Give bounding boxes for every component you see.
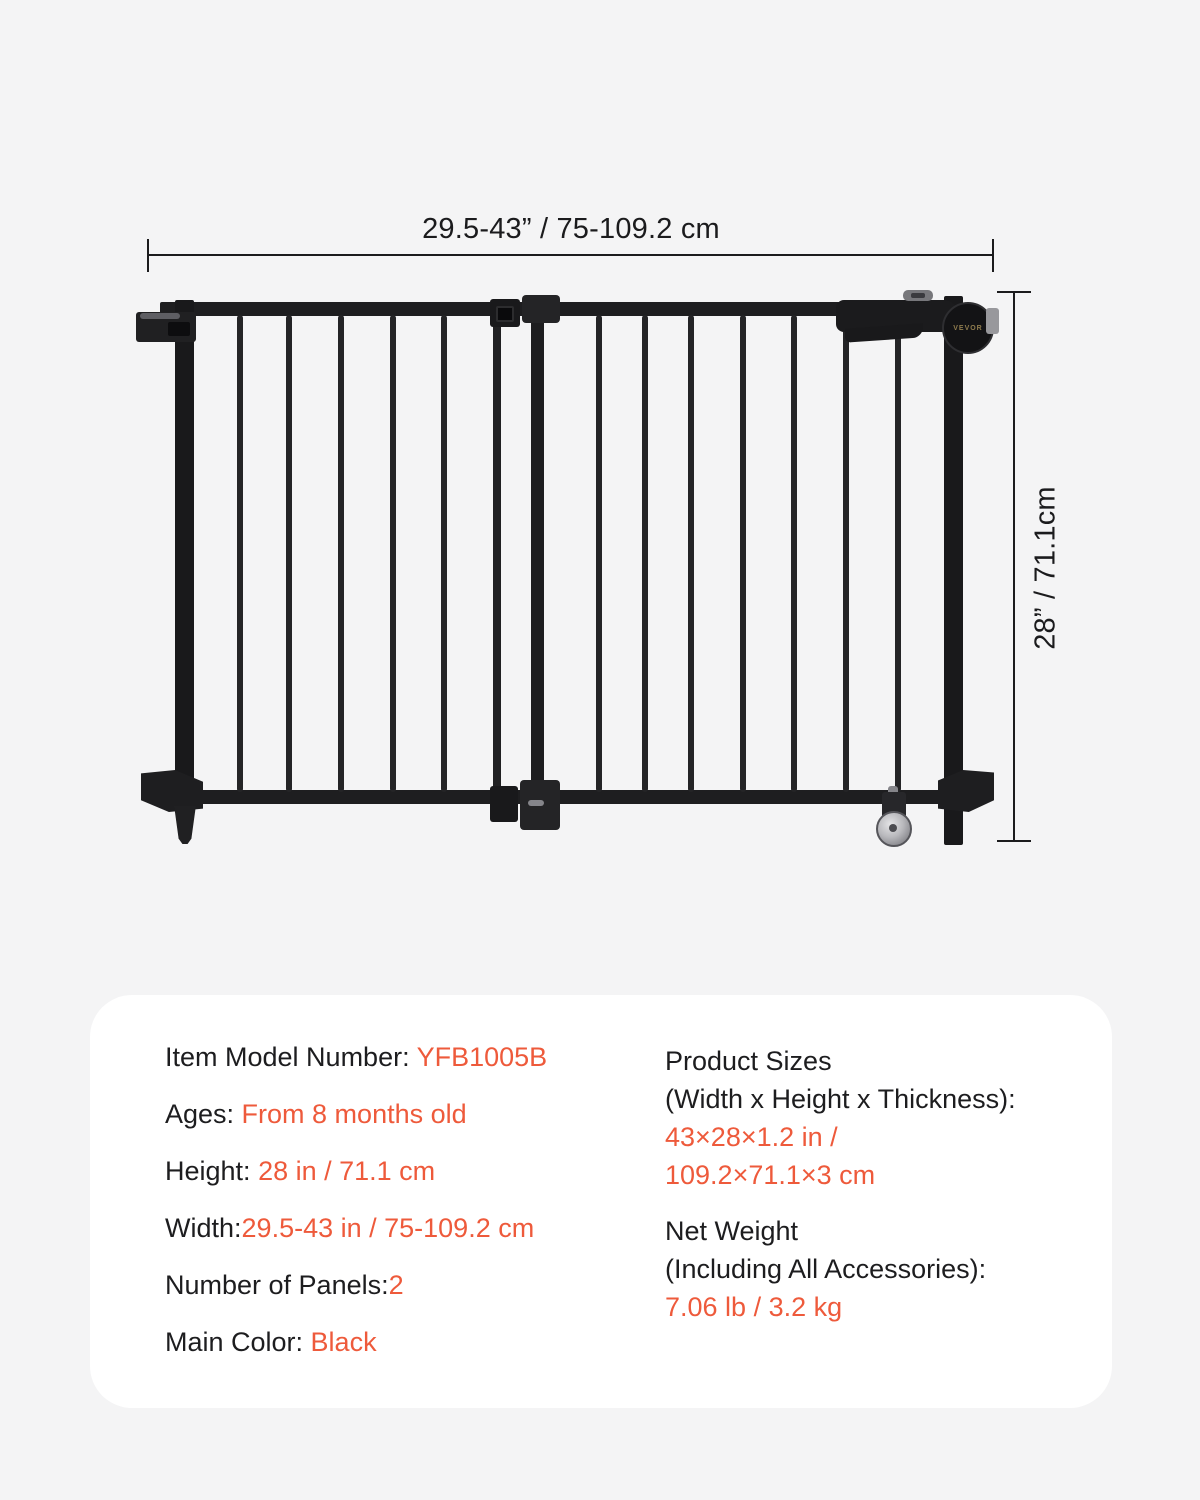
- spec-label: Ages:: [165, 1099, 242, 1129]
- wall-cup-top-left-notch: [168, 322, 190, 336]
- height-dimension-line: [1013, 292, 1015, 842]
- gate-bar: [740, 315, 746, 792]
- spec-label: Number of Panels:: [165, 1270, 389, 1300]
- gate-panel-edge-bar: [493, 315, 501, 792]
- mid-clamp-bottom-left: [490, 786, 518, 822]
- gate-bar: [286, 315, 292, 792]
- spec-list-left: [165, 1042, 645, 1384]
- spec-block-title: (Including All Accessories):: [665, 1254, 987, 1284]
- spec-block-title: Product Sizes: [665, 1046, 832, 1076]
- gate-bar: [338, 315, 344, 792]
- spec-value: 29.5-43 in / 75-109.2 cm: [241, 1213, 535, 1243]
- spec-label: Width:: [165, 1213, 242, 1243]
- mid-clamp-top-right: [522, 295, 560, 323]
- wall-cup-top-left-face: [140, 313, 180, 319]
- gate-right-post: [944, 296, 963, 845]
- caster-wheel-hub: [889, 824, 897, 832]
- gate-bar: [642, 315, 648, 792]
- gate-bar: [843, 315, 849, 792]
- width-dimension-tick-right: [992, 239, 994, 272]
- width-dimension-label: 29.5-43” / 75-109.2 cm: [422, 213, 720, 245]
- latch-wall-pad: [986, 308, 999, 334]
- latch-slider-slot: [911, 293, 925, 298]
- height-dimension-tick-top: [997, 291, 1031, 293]
- spec-block-net-weight: [665, 1212, 1095, 1326]
- gate-bar: [596, 315, 602, 792]
- width-dimension-line: [148, 254, 994, 256]
- spec-row-color: [165, 1327, 645, 1357]
- spec-list-right: [665, 1042, 1095, 1326]
- spec-row-model: [165, 1042, 645, 1072]
- gate-bar: [441, 315, 447, 792]
- width-dimension-tick-left: [147, 239, 149, 272]
- spec-block-value: 109.2×71.1×3 cm: [665, 1160, 876, 1190]
- spec-label: Height:: [165, 1156, 259, 1186]
- leveling-foot: [169, 806, 201, 844]
- spec-block-product-sizes: [665, 1042, 1095, 1194]
- brand-logo-text: VEVOR: [953, 324, 983, 332]
- gate-bar: [688, 315, 694, 792]
- spec-block-value: 43×28×1.2 in /: [665, 1122, 838, 1152]
- gate-bar: [237, 315, 243, 792]
- spec-row-panels: [165, 1270, 645, 1300]
- spec-row-width: [165, 1213, 645, 1243]
- spec-value: YFB1005B: [416, 1042, 548, 1072]
- gate-middle-stile: [531, 312, 544, 792]
- gate-bar: [390, 315, 396, 792]
- spec-row-height: [165, 1156, 645, 1186]
- height-dimension-label: 28” / 71.1cm: [1029, 486, 1062, 650]
- mid-clamp-top-notch: [496, 306, 514, 322]
- gate-left-post: [175, 300, 194, 812]
- spec-value: 28 in / 71.1 cm: [258, 1156, 436, 1186]
- spec-block-title: Net Weight: [665, 1216, 799, 1246]
- mid-clamp-bottom-latch-pin: [528, 800, 544, 806]
- spec-block-title: (Width x Height x Thickness):: [665, 1084, 1016, 1114]
- height-dimension-tick-bottom: [997, 840, 1031, 842]
- spec-value: From 8 months old: [241, 1099, 467, 1129]
- spec-label: Item Model Number:: [165, 1042, 417, 1072]
- spec-row-ages: [165, 1099, 645, 1129]
- spec-block-value: 7.06 lb / 3.2 kg: [665, 1292, 843, 1322]
- gate-bar: [791, 315, 797, 792]
- spec-value: Black: [310, 1327, 377, 1357]
- gate-bar: [895, 315, 901, 792]
- spec-label: Main Color:: [165, 1327, 311, 1357]
- spec-value: 2: [388, 1270, 404, 1300]
